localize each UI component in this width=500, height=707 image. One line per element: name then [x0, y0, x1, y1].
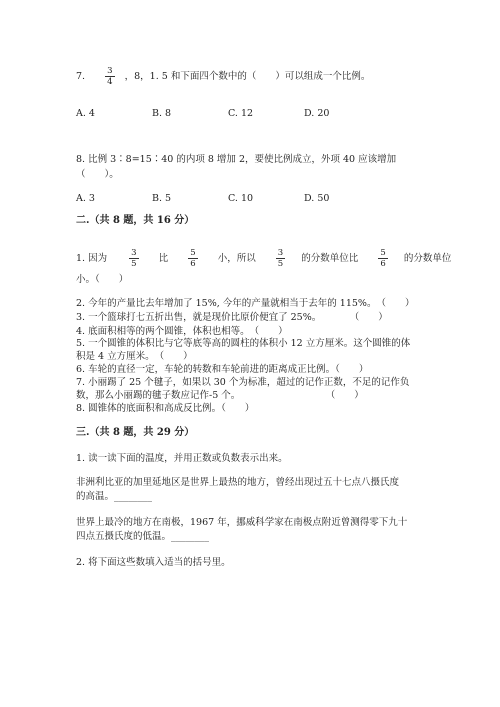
fraction: $\frac{3}{4}$ [107, 66, 113, 87]
option-b: B. 5 [152, 193, 172, 204]
option-c: C. 10 [228, 193, 254, 204]
section-2-q1-line2: 小。（ ） [76, 274, 129, 285]
option-d: D. 50 [304, 193, 330, 204]
section-2-item: 7. 小丽踢了 25 个毽子，如果以 30 个为标准，超过的记作正数，不足的记作负 [76, 377, 410, 388]
section-3-item: 非洲利比亚的加里延地区是世界上最热的地方，曾经出现过五十七点八摄氏度 [76, 477, 400, 488]
question-8-line2: （ ）。 [76, 169, 119, 180]
section-3-item: 的高温。________ [76, 491, 153, 502]
section-3-title: 三.（共 8 题，共 29 分） [76, 427, 195, 438]
section-2-q1: 1. 因为 $\frac{3}{5}$ 比 $\frac{5}{6}$ 小，所以 $\frac{3}{5}$ 的分数单位比 $\frac{5}{6}$ 的分数单位 [76, 248, 452, 269]
section-3-item: 四点五摄氏度的低温。________ [76, 531, 210, 542]
fraction: $\frac{3}{5}$ [131, 248, 137, 269]
section-2-item: 积是 4 立方厘米。 （ ） [76, 351, 193, 362]
question-text: ，8，1. 5 和下面四个数中的（ ）可以组成一个比例。 [124, 71, 371, 82]
section-2-item: 4. 底面积相等的两个圆锥，体积也相等。 （ ） [76, 326, 288, 337]
section-2-item: 5. 一个圆锥的体积比与它等底等高的圆柱的体积小 12 立方厘米。这个圆锥的体 [76, 338, 411, 349]
section-2-item: 2. 今年的产量比去年增加了 15%, 今年的产量就相当于去年的 115%。 （ ） [76, 298, 415, 309]
section-2-title: 二.（共 8 题，共 16 分） [76, 215, 195, 226]
fraction: $\frac{5}{6}$ [380, 248, 386, 269]
section-3-item: 1. 读一读下面的温度，并用正数或负数表示出来。 [76, 453, 288, 464]
question-number: 7. [76, 71, 86, 82]
question-7-stem [76, 66, 370, 87]
option-a: A. 3 [76, 193, 95, 204]
option-a: A. 4 [76, 108, 95, 119]
section-2-item: 6. 车轮的直径一定，车轮的转数和车轮前进的距离成正比例。（ ） [76, 364, 369, 375]
option-b: B. 8 [152, 108, 172, 119]
section-3-item: 2. 将下面这些数填入适当的括号里。 [76, 557, 231, 568]
section-2-item: 3. 一个篮球打七五折出售，就是现价比原价便宜了 25%。 （ ） [76, 312, 388, 323]
question-8-line1: 8. 比例 3∶8=15∶40 的内项 8 增加 2，要使比例成立，外项 40 应该增加 [76, 154, 397, 165]
option-c: C. 12 [228, 108, 254, 119]
section-3-item: 世界上最冷的地方在南极，1967 年，挪威科学家在南极点附近曾测得零下九十 [76, 517, 408, 528]
fraction: $\frac{5}{6}$ [190, 248, 196, 269]
section-2-item: 8. 圆锥体的底面积和高成反比例。（ ） [76, 403, 255, 414]
option-d: D. 20 [304, 108, 330, 119]
section-2-item: 数，那么小丽踢的毽子数应记作-5 个。 （ ） [76, 390, 364, 401]
fraction: $\frac{3}{5}$ [277, 248, 284, 269]
